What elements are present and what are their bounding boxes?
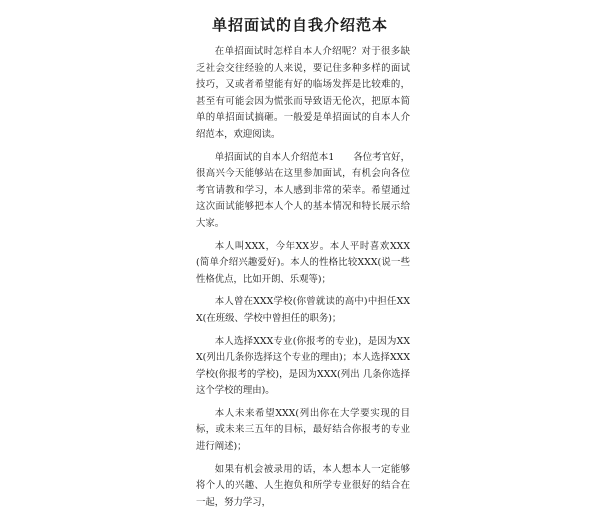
paragraph-school-role: 本人曾在XXX学校(你曾就读的高中)中担任XXX(在班级、学校中曾担任的职务)； [196,296,410,324]
document-body [196,44,410,517]
paragraph-major-choice: 本人选择XXX专业(你报考的专业)，是因为XXX(列出几条你选择这个专业的理由)；本人选择XXX学校(你报考的学校)，是因为XXX(列出 几条你选择这个学校的理由)。 [196,335,410,397]
paragraph-greeting: 单招面试的自本人介绍范本1 各位考官好，很高兴今天能够站在这里参加面试，有机会向各位考官请教和学习，本人感到非常的荣幸。希望通过这次面试能够把本人个人的基本情况和特长展示给大家。 [196,151,410,229]
paragraph-name-hobby: 本人叫XXX，今年XX岁。本人平时喜欢XXX(简单介绍兴趣爱好)。本人的性格比较XXX(说一些性格优点，比如开朗、乐观等)； [196,240,410,285]
paragraph-closing: 如果有机会被录用的话，本人想本人一定能够将个人的兴趣、人生抱负和所学专业很好的结合在一起，努力学习， [196,463,410,508]
document-title: 单招面试的自我介绍范本 [211,16,388,34]
paragraph-intro: 在单招面试时怎样自本人介绍呢？对于很多缺乏社会交往经验的人来说，要记住多种多样的面试技巧，又或者希望能有好的临场发挥是比较难的，甚至有可能会因为慌张而导致语无伦次，把原本简单的单招面试搞砸。一般爱是单招面试的自本人介绍范本，欢迎阅读。 [196,46,410,140]
paragraph-future-goal: 本人未来希望XXX(列出你在大学要实现的目标，或未来三五年的目标，最好结合你报考的专业进行阐述)； [196,407,410,453]
